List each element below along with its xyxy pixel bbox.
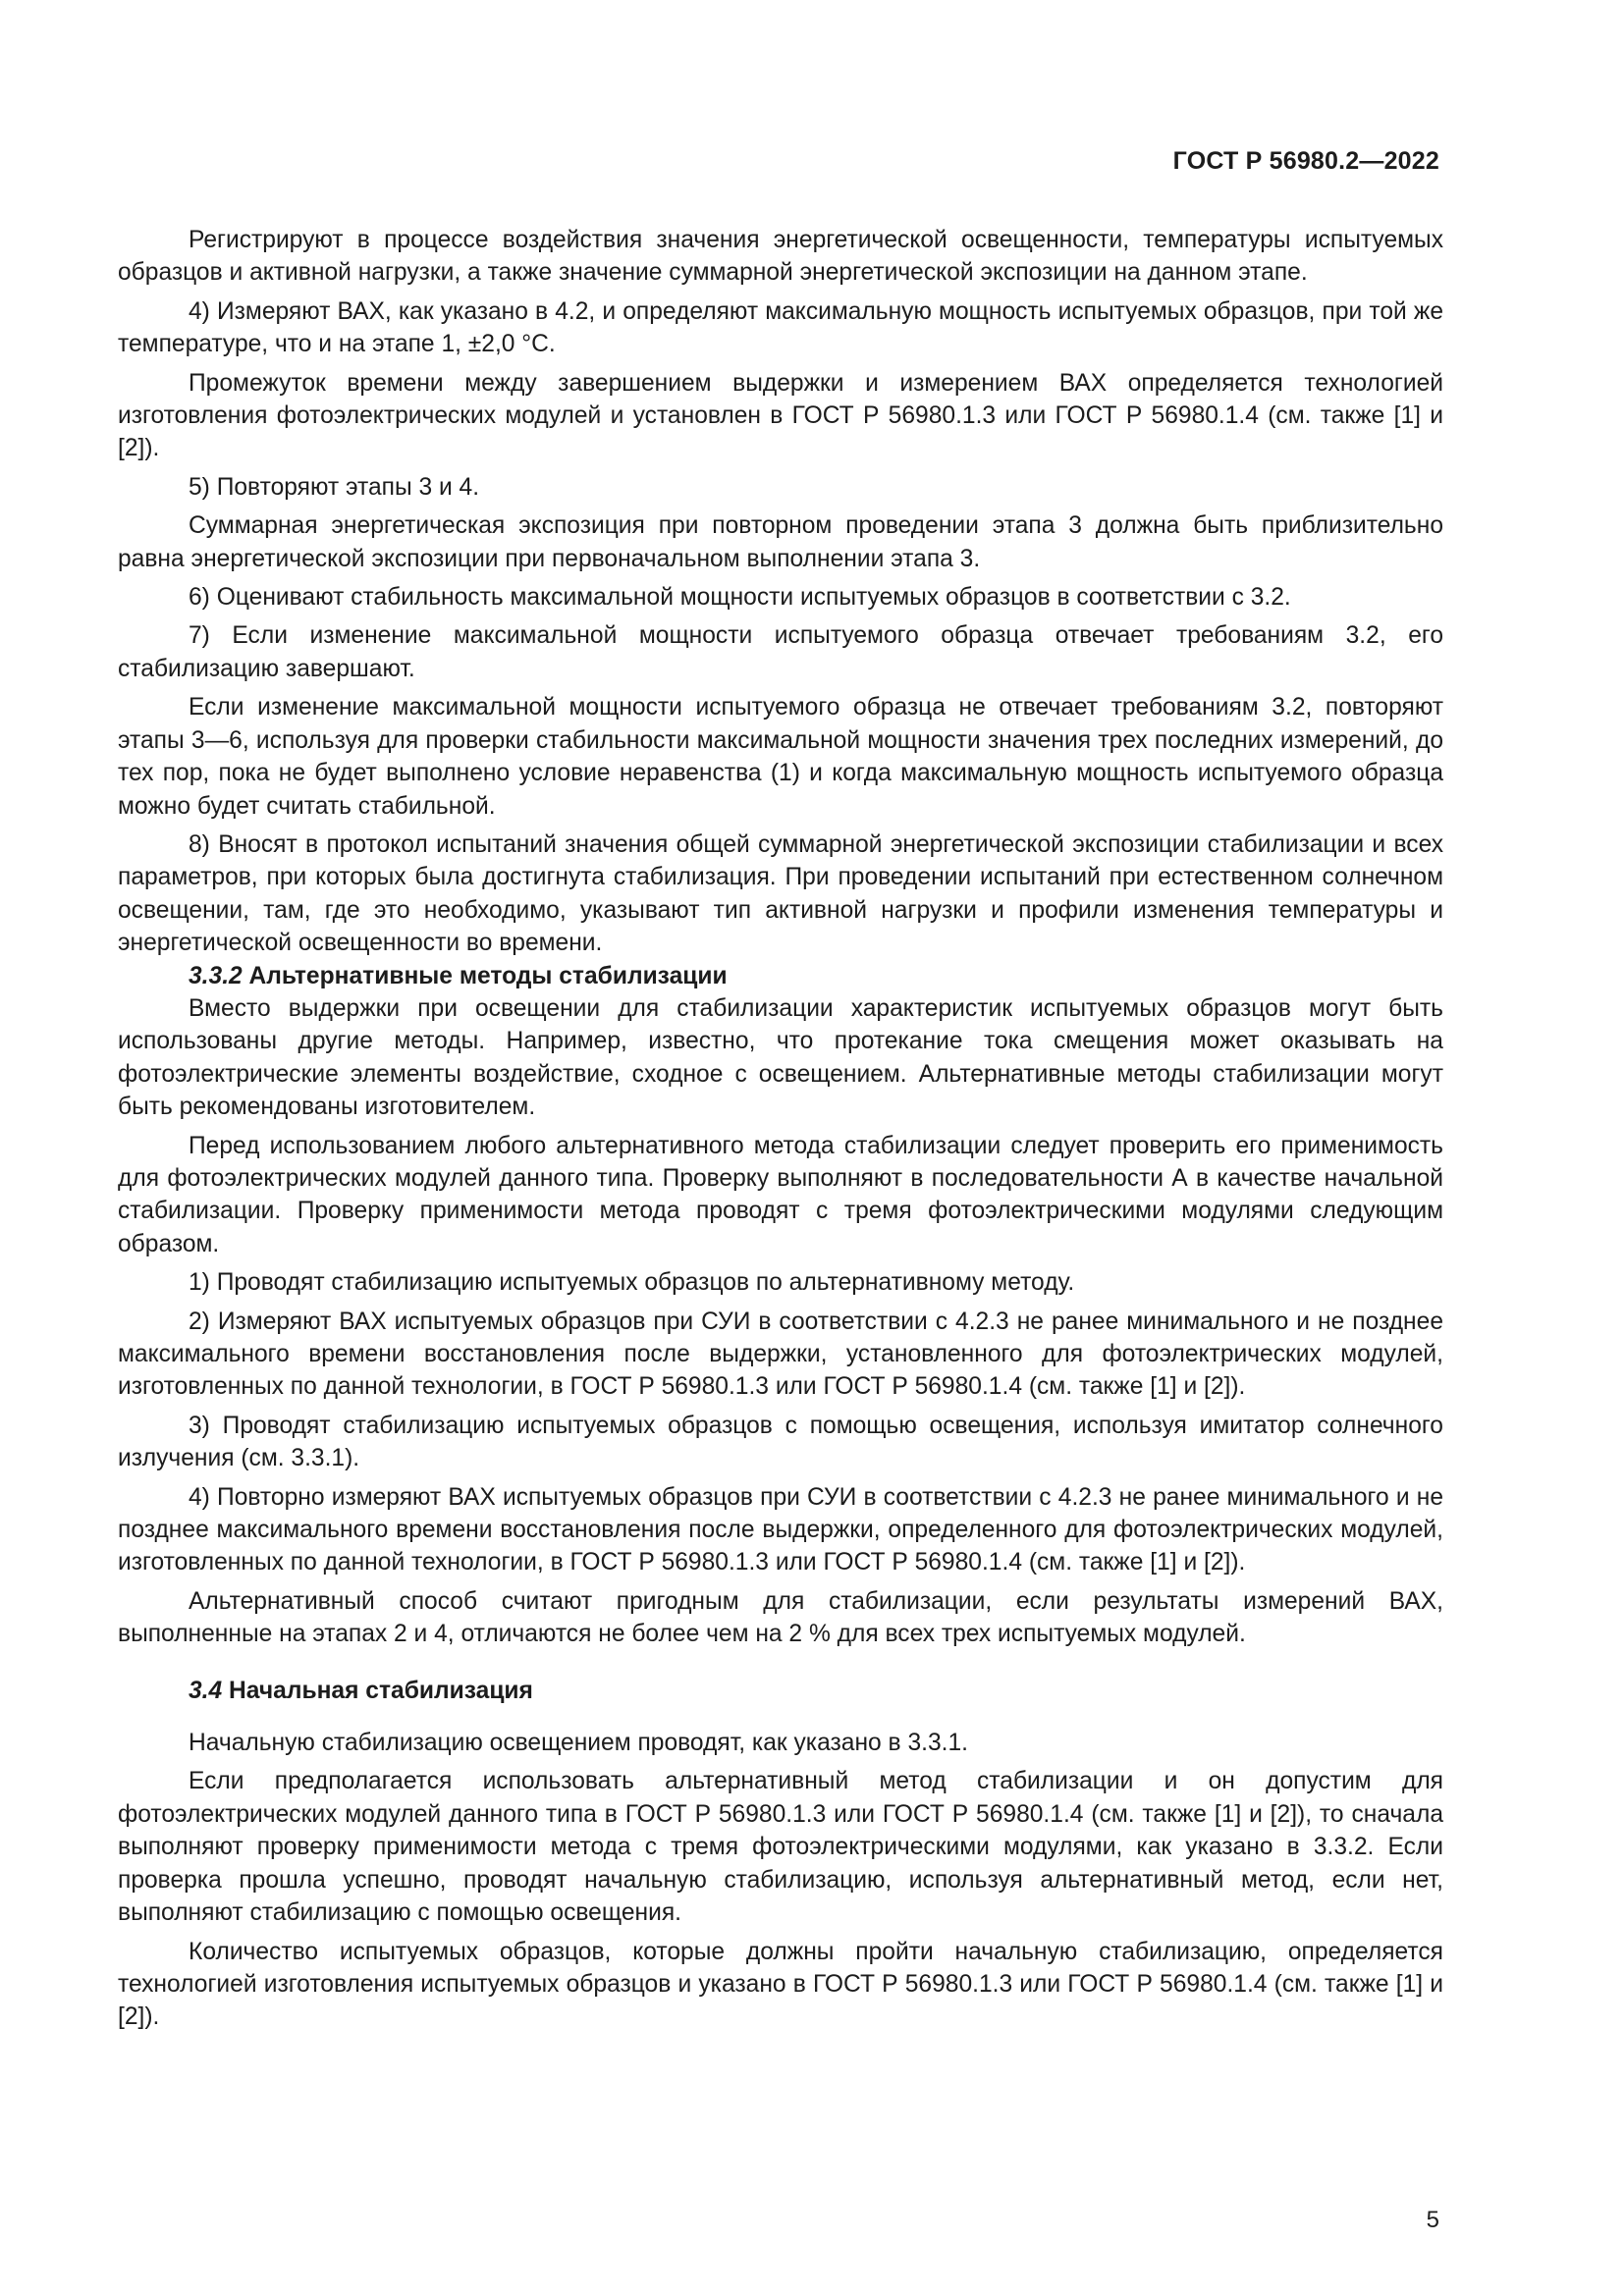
section-number: 3.4 <box>189 1677 223 1704</box>
paragraph: 6) Оценивают стабильность максимальной мощности испытуемых образцов в соответствии с 3.2. <box>189 584 1291 612</box>
paragraph: Альтернативный способ считают пригодным для стабилизации, если результаты измерений ВАХ, выполненные на этапах 2 и 4, отличаются не более чем на 2 % для всех трех испытуемых модулей. <box>118 1587 1443 1648</box>
paragraph: Промежуток времени между завершением выдержки и измерением ВАХ определяется технологией изготовления фотоэлектрических модулей и установлен в ГОСТ Р 56980.1.3 или ГОСТ Р 56980.1.4 (см. также [1] и [2]). <box>118 369 1443 462</box>
paragraph: 7) Если изменение максимальной мощности испытуемого образца отвечает требованиям 3.2, его стабилизацию завершают. <box>118 622 1443 682</box>
section-title: Начальная стабилизация <box>229 1677 533 1704</box>
paragraph: 2) Измеряют ВАХ испытуемых образцов при СУИ в соответствии с 4.2.3 не ранее минимального и не позднее максимального времени восстановления после выдержки, установленного для фотоэлектрических модулей, изготовленных по данной технологии, в ГОСТ Р 56980.1.3 или ГОСТ Р 56980.1.4 (см. также [1] и [2]). <box>118 1308 1443 1401</box>
paragraph: Вместо выдержки при освещении для стабилизации характеристик испытуемых образцов могут быть использованы другие методы. Например, известно, что протекание тока смещения может оказывать на фотоэлектрические элементы воздействие, сходное с освещением. Альтернативные методы стабилизации могут быть рекомендованы изготовителем. <box>118 994 1443 1121</box>
document-body <box>118 224 1443 2034</box>
document-id-header: ГОСТ Р 56980.2—2022 <box>1172 147 1439 175</box>
paragraph: 5) Повторяют этапы 3 и 4. <box>189 473 480 501</box>
paragraph: 8) Вносят в протокол испытаний значения общей суммарной энергетической экспозиции стабилизации и всех параметров, при которых была достигнута стабилизация. При проведении испытаний при естественном солнечном освещении, там, где это необходимо, указывают тип активной нагрузки и профили изменения температуры и энергетической освещенности во времени. <box>118 830 1443 957</box>
section-title: Альтернативные методы стабилизации <box>248 962 728 989</box>
paragraph: Если предполагается использовать альтернативный метод стабилизации и он допустим для фотоэлектрических модулей данного типа в ГОСТ Р 56980.1.3 или ГОСТ Р 56980.1.4 (см. также [1] и [2]), то сначала выполняют проверку применимости метода с тремя фотоэлектрическими модулями, как указано в 3.3.2. Если проверка прошла успешно, проводят начальную стабилизацию, используя альтернативный метод, если нет, выполняют стабилизацию с помощью освещения. <box>118 1768 1443 1927</box>
page-number: 5 <box>1426 2207 1439 2233</box>
paragraph: Суммарная энергетическая экспозиция при повторном проведении этапа 3 должна быть приблизительно равна энергетической экспозиции при первоначальном выполнении этапа 3. <box>118 512 1443 572</box>
section-heading-3-4 <box>118 1675 1443 1707</box>
paragraph: Регистрируют в процессе воздействия значения энергетической освещенности, температуры испытуемых образцов и активной нагрузки, а также значение суммарной энергетической экспозиции на данном этапе. <box>118 227 1443 287</box>
paragraph: Перед использованием любого альтернативного метода стабилизации следует проверить его применимость для фотоэлектрических модулей данного типа. Проверку выполняют в последовательности А в качестве начальной стабилизации. Проверку применимости метода проводят с тремя фотоэлектрическими модулями следующим образом. <box>118 1132 1443 1257</box>
paragraph: 3) Проводят стабилизацию испытуемых образцов с помощью освещения, используя имитатор солнечного излучения (см. 3.3.1). <box>118 1412 1443 1472</box>
section-heading-3-3-2 <box>118 960 1443 992</box>
paragraph: Начальную стабилизацию освещением проводят, как указано в 3.3.1. <box>189 1730 968 1757</box>
paragraph: Количество испытуемых образцов, которые должны пройти начальную стабилизацию, определяется технологией изготовления испытуемых образцов и указано в ГОСТ Р 56980.1.3 или ГОСТ Р 56980.1.4 (см. также [1] и [2]). <box>118 1938 1443 2031</box>
paragraph: 1) Проводят стабилизацию испытуемых образцов по альтернативному методу. <box>189 1269 1075 1297</box>
paragraph: 4) Повторно измеряют ВАХ испытуемых образцов при СУИ в соответствии с 4.2.3 не ранее минимального и не позднее максимального времени восстановления после выдержки, определенного для фотоэлектрических модулей, изготовленных по данной технологии, в ГОСТ Р 56980.1.3 или ГОСТ Р 56980.1.4 (см. также [1] и [2]). <box>118 1483 1443 1576</box>
paragraph: 4) Измеряют ВАХ, как указано в 4.2, и определяют максимальную мощность испытуемых образцов, при той же температуре, что и на этапе 1, ±2,0 °С. <box>118 297 1443 358</box>
section-number: 3.3.2 <box>189 962 243 989</box>
paragraph: Если изменение максимальной мощности испытуемого образца не отвечает требованиям 3.2, повторяют этапы 3—6, используя для проверки стабильности максимальной мощности значения трех последних измерений, до тех пор, пока не будет выполнено условие неравенства (1) и когда максимальную мощность испытуемого образца можно будет считать стабильной. <box>118 694 1443 820</box>
